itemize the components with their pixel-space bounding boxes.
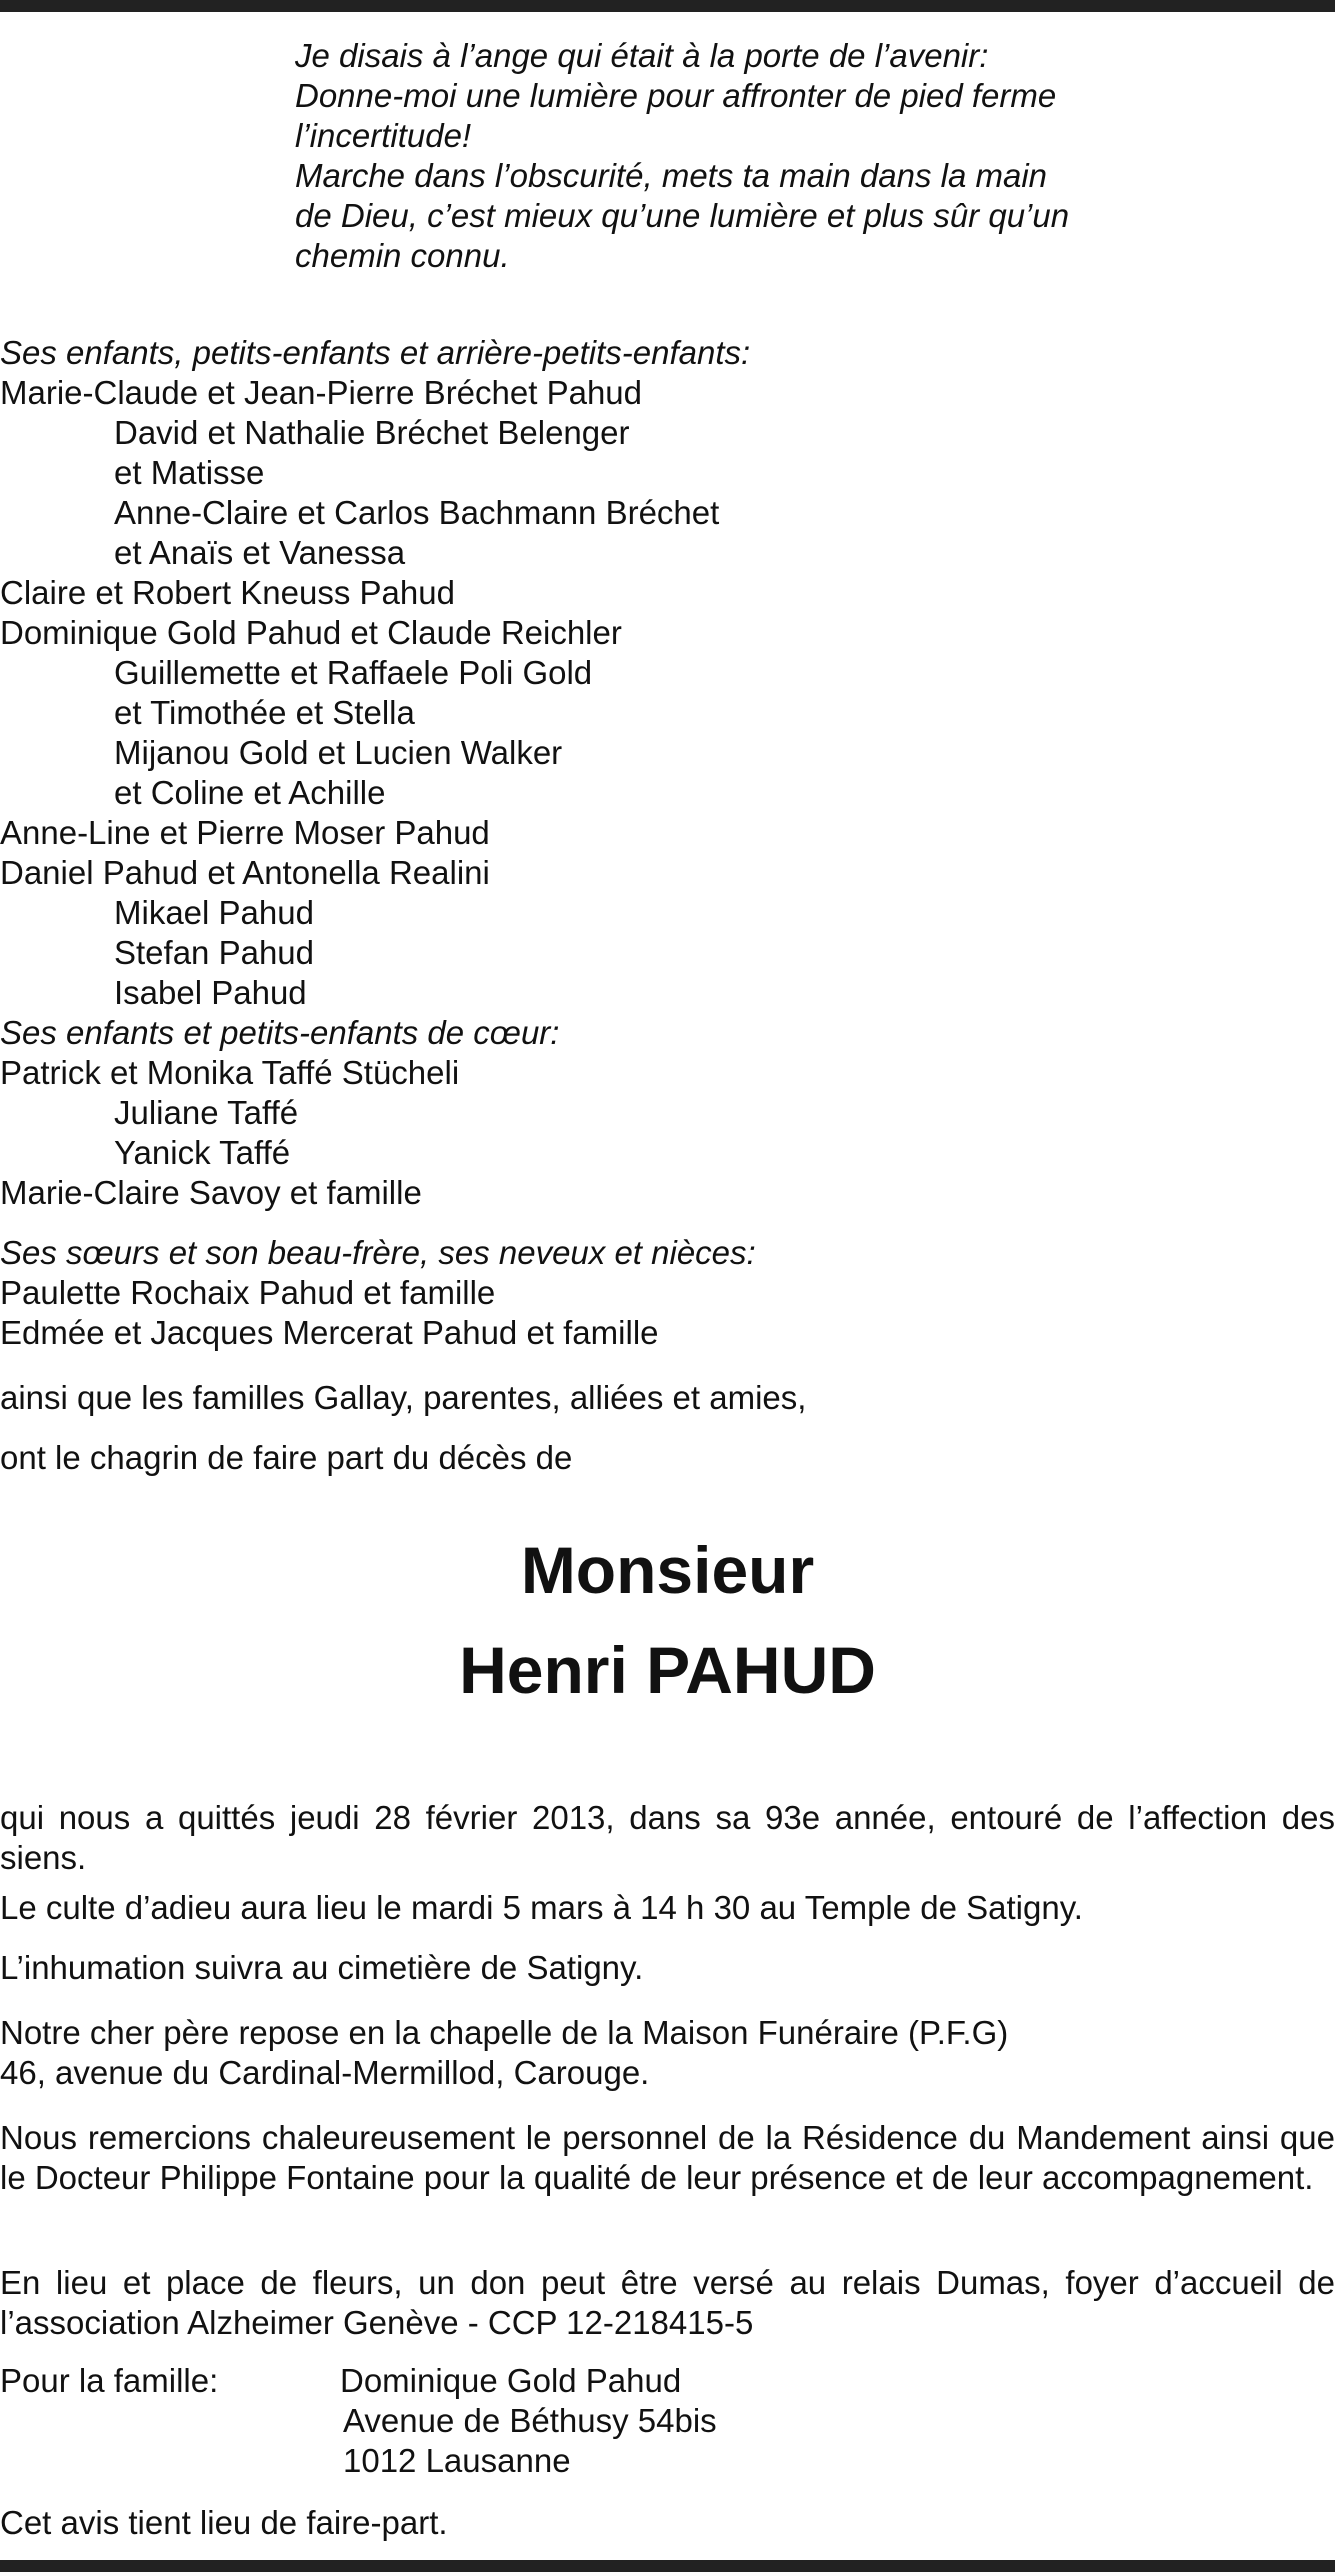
poem-line: chemin connu. <box>295 237 510 274</box>
family-line: Anne-Line et Pierre Moser Pahud <box>0 814 490 851</box>
family-line: Marie-Claire Savoy et famille <box>0 1174 422 1211</box>
children-heading: Ses enfants, petits-enfants et arrière-petits-enfants: <box>0 334 751 371</box>
heart-heading: Ses enfants et petits-enfants de cœur: <box>0 1014 560 1051</box>
rest-address: 46, avenue du Cardinal-Mermillod, Carouge. <box>0 2054 650 2091</box>
family-line: Patrick et Monika Taffé Stücheli <box>0 1054 460 1091</box>
family-line: Paulette Rochaix Pahud et famille <box>0 1274 496 1311</box>
family-line: Yanick Taffé <box>114 1134 291 1171</box>
poem-quote <box>295 36 1095 276</box>
poem-line: Marche dans l’obscurité, mets ta main dans la main <box>295 157 1048 194</box>
closing-line: Cet avis tient lieu de faire-part. <box>0 2504 448 2541</box>
also-families: ainsi que les familles Gallay, parentes, alliées et amies, <box>0 1379 807 1416</box>
service-paragraph: Le culte d’adieu aura lieu le mardi 5 mars à 14 h 30 au Temple de Satigny. <box>0 1889 1083 1926</box>
bottom-rule <box>0 2560 1335 2572</box>
family-line: Daniel Pahud et Antonella Realini <box>0 854 490 891</box>
contact-label: Pour la famille: <box>0 2362 219 2399</box>
family-line: Anne-Claire et Carlos Bachmann Bréchet <box>114 494 720 531</box>
contact-city: 1012 Lausanne <box>343 2442 571 2479</box>
family-line: et Matisse <box>114 454 265 491</box>
deceased-title: Monsieur <box>520 1533 815 1607</box>
family-line: Claire et Robert Kneuss Pahud <box>0 574 455 611</box>
deceased-name: Henri PAHUD <box>459 1633 876 1707</box>
family-line: et Anaïs et Vanessa <box>114 534 406 571</box>
family-line: Mikael Pahud <box>114 894 314 931</box>
poem-line: de Dieu, c’est mieux qu’une lumière et plus sûr qu’un <box>295 197 1070 234</box>
passing-paragraph: qui nous a quittés jeudi 28 février 2013, dans sa 93e année, entouré de l’affection des siens. <box>0 1799 1335 1876</box>
burial-paragraph: L’inhumation suivra au cimetière de Satigny. <box>0 1949 644 1986</box>
family-line: Guillemette et Raffaele Poli Gold <box>114 654 593 691</box>
rest-line: Notre cher père repose en la chapelle de la Maison Funéraire (P.F.G) <box>0 2014 1009 2051</box>
family-line: Dominique Gold Pahud et Claude Reichler <box>0 614 622 651</box>
family-line: David et Nathalie Bréchet Belenger <box>114 414 630 451</box>
family-line: et Timothée et Stella <box>114 694 415 731</box>
family-line: et Coline et Achille <box>114 774 386 811</box>
poem-line: Donne-moi une lumière pour affronter de pied ferme <box>295 77 1057 114</box>
family-line: Marie-Claude et Jean-Pierre Bréchet Pahud <box>0 374 643 411</box>
top-rule <box>0 0 1335 12</box>
poem-line: l’incertitude! <box>295 117 472 154</box>
siblings-heading: Ses sœurs et son beau-frère, ses neveux et nièces: <box>0 1234 756 1271</box>
thanks-paragraph: Nous remercions chaleureusement le personnel de la Résidence du Mandement ainsi que le Docteur Philippe Fontaine pour la qualité de leur présence et de leur accompagnement. <box>0 2119 1335 2196</box>
contact-name: Dominique Gold Pahud <box>340 2362 682 2399</box>
announcement-line: ont le chagrin de faire part du décès de <box>0 1439 573 1476</box>
contact-street: Avenue de Béthusy 54bis <box>343 2402 717 2439</box>
family-line: Juliane Taffé <box>114 1094 299 1131</box>
family-line: Mijanou Gold et Lucien Walker <box>114 734 563 771</box>
family-line: Edmée et Jacques Mercerat Pahud et famille <box>0 1314 659 1351</box>
family-line: Isabel Pahud <box>114 974 307 1011</box>
poem-line: Je disais à l’ange qui était à la porte de l’avenir: <box>295 37 989 74</box>
donation-paragraph: En lieu et place de fleurs, un don peut être versé au relais Dumas, foyer d’accueil de l’association Alzheimer Genève - CCP 12-218415-5 <box>0 2264 1335 2341</box>
family-line: Stefan Pahud <box>114 934 314 971</box>
